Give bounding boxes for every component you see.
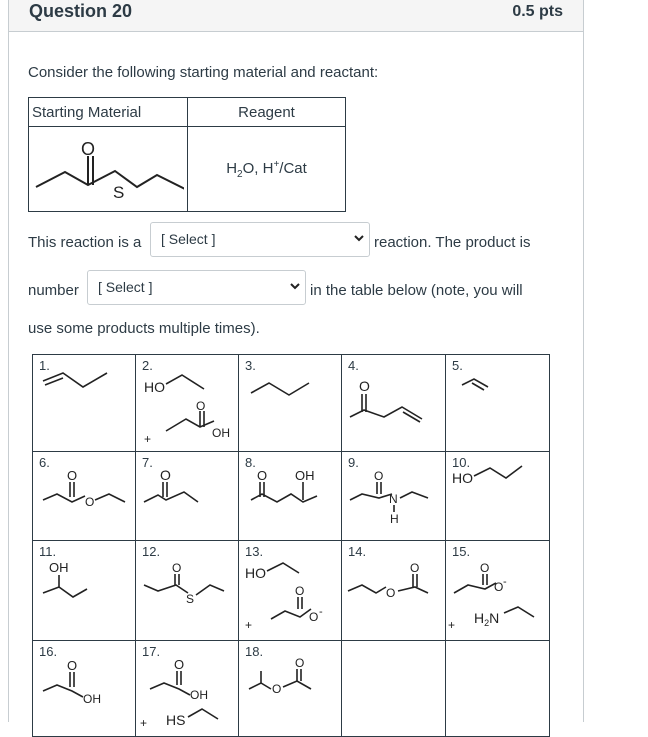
oxygen-label: O (196, 399, 206, 413)
thiol-label: HS (166, 712, 186, 728)
chevron-down-icon (289, 280, 301, 292)
oxygen-label: O (272, 682, 282, 696)
product-number: 17. (142, 644, 161, 659)
oxygen-label: O (295, 584, 305, 598)
oxygen-label: O (386, 586, 396, 600)
product-cell-6 (33, 452, 136, 541)
product-number: 5. (452, 358, 463, 373)
product-cell-18 (239, 641, 342, 737)
product-cell-8 (239, 452, 342, 541)
product-cell-empty-1 (342, 641, 446, 737)
product-cell-empty-2 (446, 641, 550, 737)
question-title: Question 20 (29, 1, 133, 21)
plus-sign: + (144, 432, 152, 446)
product-cell-16 (33, 641, 136, 737)
oxygen-label: O (359, 378, 370, 394)
product-number: 14. (348, 544, 367, 559)
minus-charge: - (319, 606, 323, 618)
carbonyl-oxygen-label: O (81, 139, 96, 159)
sentence-part-1: This reaction is a (28, 234, 142, 251)
hydroxyl-label: HO (245, 565, 266, 581)
chevron-down-icon (353, 232, 365, 244)
reagent-h-superscript: + (273, 158, 280, 170)
starting-material-table (28, 97, 346, 212)
oxygen-label: O (410, 561, 420, 575)
amine-label: $H_2N$ (474, 610, 500, 628)
product-cell-14 (342, 541, 446, 641)
sentence-part-3: number (28, 282, 79, 299)
question-points: 0.5 pts (512, 3, 563, 20)
product-number: 13. (245, 544, 264, 559)
reagent-cat: /Cat (279, 159, 307, 177)
hydroxyl-label: HO (144, 379, 165, 395)
hydrogen-label: H (390, 512, 399, 526)
product-number: 4. (348, 358, 359, 373)
oxygen-label: O (85, 495, 95, 509)
product-cell-4 (342, 355, 446, 452)
oxygen-label: O (295, 656, 305, 670)
oxygen-label: O (160, 467, 171, 483)
product-number: 10. (452, 455, 471, 470)
reagent-h-subscript: 2 (237, 168, 243, 180)
oxygen-label: O (172, 561, 182, 575)
product-number: 15. (452, 544, 471, 559)
question-prompt: Consider the following starting material and reactant: (28, 64, 379, 81)
product-cell-1 (33, 355, 136, 452)
product-cell-3 (239, 355, 342, 452)
reaction-type-select-value: [ Select ] (161, 231, 216, 247)
product-number: 3. (245, 358, 256, 373)
minus-charge: - (503, 576, 507, 588)
reaction-type-select[interactable] (150, 222, 370, 257)
product-number: 1. (39, 358, 50, 373)
product-number: 18. (245, 644, 264, 659)
product-cell-9 (342, 452, 446, 541)
product-number: 2. (142, 358, 153, 373)
starting-material-structure (29, 127, 188, 212)
plus-sign: + (448, 618, 456, 632)
hydroxyl-label: OH (83, 692, 101, 706)
product-cell-7 (136, 452, 239, 541)
oxygen-label: O (374, 469, 384, 483)
reagent-cell (188, 127, 346, 212)
product-cell-13 (239, 541, 342, 641)
product-cell-5 (446, 355, 550, 452)
oxygen-label: O (480, 561, 490, 575)
plus-sign: + (245, 618, 253, 632)
oxygen-label: O (67, 658, 78, 673)
starting-material-header: Starting Material (29, 98, 188, 127)
products-table (32, 354, 550, 737)
hydroxyl-label: HO (452, 470, 473, 486)
sulfur-label: S (186, 592, 195, 606)
product-cell-10 (446, 452, 550, 541)
question-header (9, 0, 583, 32)
sentence-part-5: use some products multiple times). (28, 320, 260, 337)
product-number: 8. (245, 455, 256, 470)
sulfur-label: S (113, 183, 125, 202)
product-number-select-value: [ Select ] (98, 279, 153, 295)
product-number: 11. (39, 544, 57, 559)
product-cell-2 (136, 355, 239, 452)
nitrogen-label: N (389, 492, 398, 506)
oxygen-label: O (67, 468, 78, 483)
sentence-part-2: reaction. The product is (374, 234, 531, 251)
product-number: 16. (39, 644, 58, 659)
oxygen-label: O (174, 657, 185, 672)
hydroxyl-label: OH (190, 688, 208, 702)
reagent-h: H (226, 159, 238, 177)
product-cell-17 (136, 641, 239, 737)
reagent-header: Reagent (188, 98, 346, 127)
plus-sign: + (140, 716, 148, 730)
product-number: 7. (142, 455, 153, 470)
product-cell-12 (136, 541, 239, 641)
sentence-part-4: in the table below (note, you will (310, 282, 523, 299)
product-number: 12. (142, 544, 161, 559)
product-number-select[interactable] (87, 270, 306, 305)
hydroxyl-label: OH (295, 468, 315, 483)
product-number: 6. (39, 455, 50, 470)
reagent-o: O, H (242, 159, 274, 177)
oxygen-label: O (494, 580, 504, 594)
product-cell-15 (446, 541, 550, 641)
oxygen-label: O (309, 610, 319, 624)
product-number: 9. (348, 455, 359, 470)
hydroxyl-label: OH (212, 426, 230, 440)
oxygen-label: O (257, 468, 268, 483)
hydroxyl-label: OH (49, 560, 69, 575)
product-cell-11 (33, 541, 136, 641)
